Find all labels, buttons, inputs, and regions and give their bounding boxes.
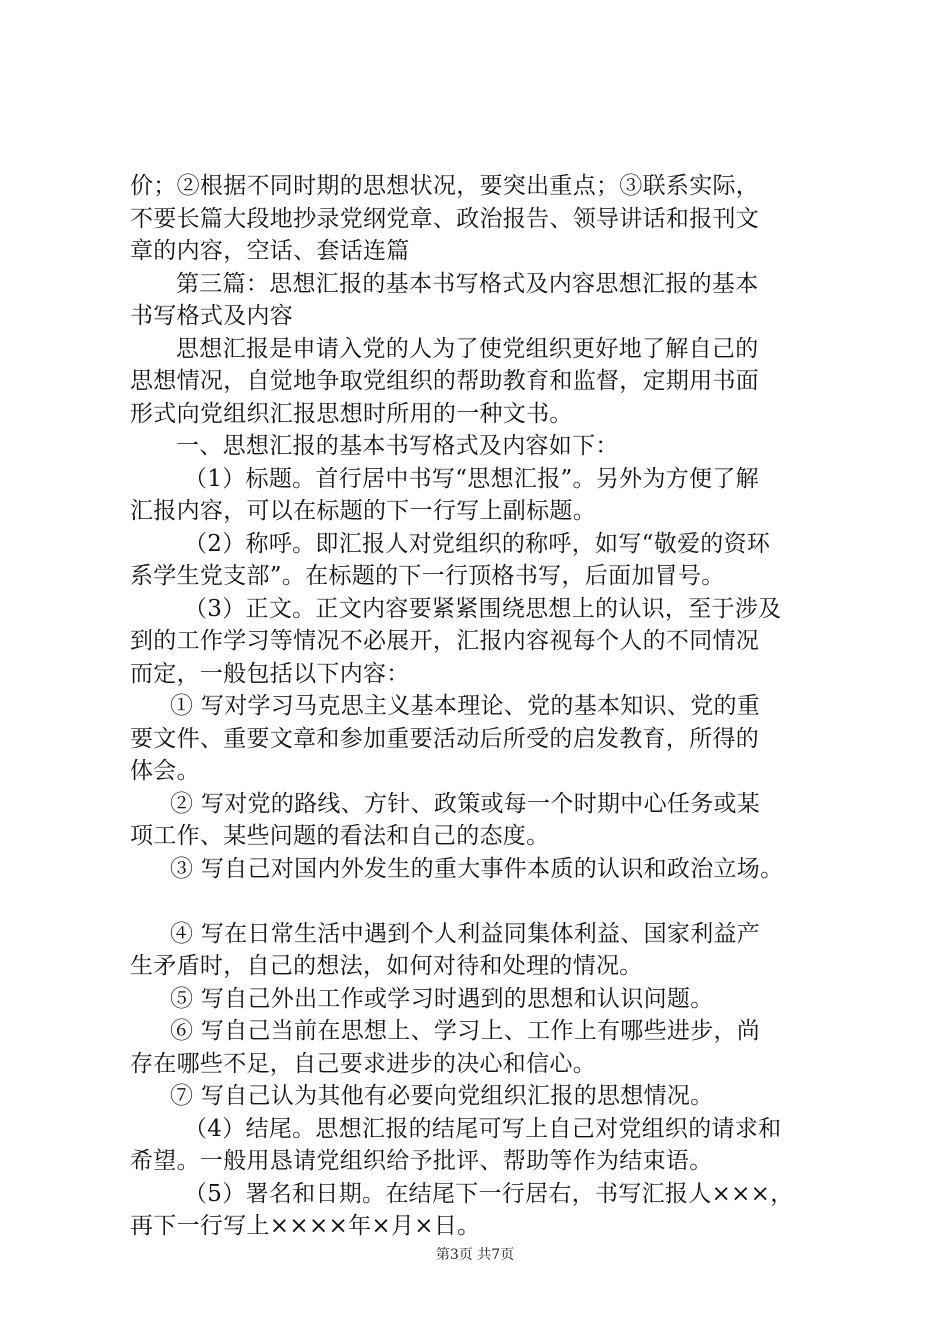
text-line: 存在哪些不足，自己要求进步的决心和信心。 xyxy=(130,1050,596,1077)
text-line: （2）称呼。即汇报人对党组织的称呼，如写“敬爱的资环 xyxy=(184,530,771,557)
text-line: 形式向党组织汇报思想时所用的一种文书。 xyxy=(130,400,573,427)
text-line: 要文件、重要文章和参加重要活动后所受的启发教育，所得的 xyxy=(130,725,760,752)
text-line: （3）正文。正文内容要紧紧围绕思想上的认识，至于涉及 xyxy=(184,595,782,622)
text-line: 生矛盾时，自己的想法，如何对待和处理的情况。 xyxy=(130,953,643,979)
text-line: 章的内容，空话、套话连篇 xyxy=(130,238,410,264)
text-line: 书写格式及内容 xyxy=(130,303,294,329)
text-line: 思想情况，自觉地争取党组织的帮助教育和监督，定期用书面 xyxy=(130,368,760,394)
text-line: 而定，一般包括以下内容： xyxy=(130,660,410,687)
text-line: ① 写对学习马克思主义基本理论、党的基本知识、党的重 xyxy=(170,693,761,719)
text-line: （1）标题。首行居中书写“思想汇报”。另外为方便了解 xyxy=(184,465,759,492)
text-line: ⑥ 写自己当前在思想上、学习上、工作上有哪些进步，尚 xyxy=(170,1018,761,1044)
text-line: （4）结尾。思想汇报的结尾可写上自己对党组织的请求和 xyxy=(184,1115,782,1142)
blank-line xyxy=(130,885,850,918)
text-line: 汇报内容，可以在标题的下一行写上副标题。 xyxy=(130,498,596,524)
text-line: ⑦ 写自己认为其他有必要向党组织汇报的思想情况。 xyxy=(170,1083,714,1109)
text-line: 体会。 xyxy=(130,758,200,784)
text-line: ⑤ 写自己外出工作或学习时遇到的思想和认识问题。 xyxy=(170,985,714,1012)
text-line: ③ 写自己对国内外发生的重大事件本质的认识和政治立场。 xyxy=(170,855,784,882)
text-line: 一、思想汇报的基本书写格式及内容如下： xyxy=(176,433,619,459)
document-body xyxy=(130,170,850,1243)
text-line: 到的工作学习等情况不必展开，汇报内容视每个人的不同情况 xyxy=(130,628,760,654)
text-line: （5）署名和日期。在结尾下一行居右，书写汇报人×××， xyxy=(184,1180,794,1207)
text-line: 第三篇：思想汇报的基本书写格式及内容思想汇报的基本 xyxy=(176,270,759,297)
text-line: 思想汇报是申请入党的人为了使党组织更好地了解自己的 xyxy=(176,335,759,362)
text-line: 系学生党支部”。在标题的下一行顶格书写，后面加冒号。 xyxy=(130,563,725,589)
text-line: 不要长篇大段地抄录党纲党章、政治报告、领导讲话和报刊文 xyxy=(130,205,760,232)
text-line: ④ 写在日常生活中遇到个人利益同集体利益、国家利益产 xyxy=(170,920,761,947)
text-line: ② 写对党的路线、方针、政策或每一个时期中心任务或某 xyxy=(170,790,761,817)
page-footer: 第3页 共7页 xyxy=(435,1247,515,1263)
text-line: 希望。一般用恳请党组织给予批评、帮助等作为结束语。 xyxy=(130,1148,713,1174)
text-line: 价；②根据不同时期的思想状况，要突出重点；③联系实际， xyxy=(130,173,760,199)
text-line: 项工作、某些问题的看法和自己的态度。 xyxy=(130,823,550,849)
text-line: 再下一行写上××××年×月×日。 xyxy=(130,1213,481,1239)
